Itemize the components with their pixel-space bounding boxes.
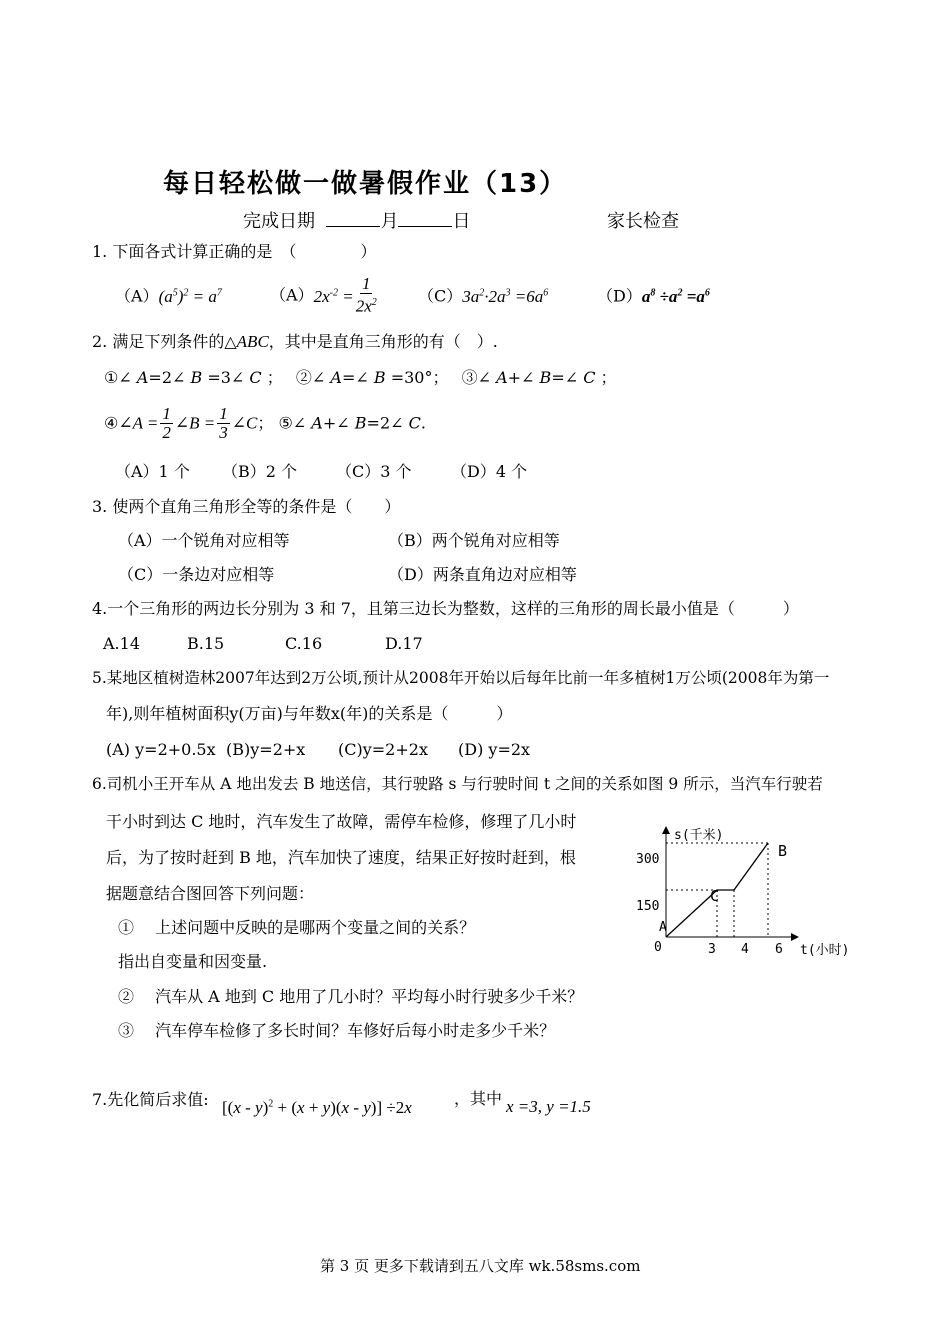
month-blank <box>326 212 380 227</box>
q2-c2-mark: ② <box>295 368 312 387</box>
q2-opt-d: （D）4 个 <box>451 462 528 481</box>
q2-stem <box>92 332 498 352</box>
q1-opt-d-formula: $a^8 \div a^2 =a^6$ <box>641 286 710 306</box>
q5-opt-c: (C)y=2+2x <box>338 740 428 759</box>
q1-options <box>115 283 222 307</box>
q7-values: x =3, y =1.5 <box>506 1097 591 1116</box>
q1-opt-a2-label: （A） <box>270 285 314 305</box>
q6-sub1: ① 上述问题中反映的是哪两个变量之间的关系？ <box>118 918 476 937</box>
month-label: 月 <box>380 211 399 232</box>
q2-opt-a: （A）1 个 <box>115 462 190 481</box>
q2-opt-c: （C）3 个 <box>336 462 412 481</box>
q2-stem-pre: 2. 满足下列条件的△ <box>92 332 237 351</box>
q2-c4-mark: ④ <box>104 413 119 433</box>
q1-opt-c-formula: $3a^2\cdot 2a^3 =6a^6$ <box>462 286 549 306</box>
q1-opt-a2 <box>270 275 379 316</box>
q6-line4: 据题意结合图回答下列问题： <box>106 884 315 903</box>
parent-check: 家长检查 <box>607 211 679 232</box>
q6-sub1b: 指出自变量和因变量. <box>118 952 268 971</box>
q2-c2: ∠ A=∠ B =30°； <box>311 368 457 387</box>
q3-opt-b: （B）两个锐角对应相等 <box>388 531 560 550</box>
q4-stem: 4.一个三角形的两边长分别为 3 和 7，且第三边长为整数，这样的三角形的周长最小值是（ ） <box>92 599 799 618</box>
point-b-label: B <box>778 842 788 860</box>
q1-opt-c-label: （C） <box>418 286 463 306</box>
day-label: 日 <box>452 211 471 232</box>
q2-c4-frac2: $\frac{1}{3}$ <box>219 404 228 442</box>
q2-c3-mark: ③ <box>461 368 478 387</box>
q6-line2: 干小时到达 C 地时，汽车发生了故障，需停车检修，修理了几小时 <box>106 812 577 831</box>
x-tick-3: 3 <box>708 942 716 957</box>
q1-opt-d <box>597 283 710 307</box>
q6-line3: 后，为了按时赶到 B 地，汽车加快了速度，结果正好按时赶到，根 <box>106 848 576 867</box>
q2-opt-b: （B）2 个 <box>222 462 298 481</box>
q2-c4-frac1: $\frac{1}{2}$ <box>162 404 171 442</box>
q3-opt-c: （C）一条边对应相等 <box>118 565 275 584</box>
q2-stem-post: ，其中是直角三角形的有（ ）. <box>268 332 498 351</box>
q7-expression: [(x - y)$^2$ + (x + y)(x - y)] ÷2x <box>222 1098 412 1117</box>
q1-opt-a1-formula: $(a^5)^2 = a^7$ <box>158 286 222 306</box>
q1-opt-c <box>418 283 548 307</box>
q6-sub2: ② 汽车从 A 地到 C 地用了几小时？平均每小时行驶多少千米？ <box>118 987 584 1006</box>
q3-opt-a: （A）一个锐角对应相等 <box>118 531 290 550</box>
q7-stem: 7.先化简后求值: <box>92 1090 209 1109</box>
distance-time-graph <box>630 815 870 965</box>
q2-c1-mark: ① <box>104 368 119 387</box>
date-line <box>243 207 470 233</box>
q1-opt-a2-fraction: $\frac{1}{2x^2}$ <box>355 274 377 316</box>
y-tick-150: 150 <box>636 899 660 914</box>
page-title: 每日轻松做一做暑假作业（13） <box>163 169 568 199</box>
q6-sub3: ③ 汽车停车检修了多长时间？车修好后每小时走多少千米？ <box>118 1021 556 1040</box>
y-tick-300: 300 <box>636 852 660 867</box>
q4-opt-d: D.17 <box>385 634 423 653</box>
page-footer: 第 3 页 更多下载请到五八文库 wk.58sms.com <box>320 1257 641 1275</box>
q1-opt-a1-label: （A） <box>115 286 159 306</box>
q1-stem: 1. 下面各式计算正确的是 （ ） <box>92 242 377 261</box>
date-label: 完成日期 <box>243 211 315 232</box>
q5-line2: 年),则年植树面积y(万亩)与年数x(年)的关系是（ ） <box>106 704 513 723</box>
q1-opt-a2-formula: $2x^{-2}$ = <box>313 287 354 307</box>
q2-c5: ∠ A+∠ B=2∠ C. <box>292 413 426 433</box>
x-tick-4: 4 <box>741 942 749 957</box>
x-tick-6: 6 <box>775 942 783 957</box>
q2-conditions-row2: ④∠A = $\frac{1}{2}$ ∠B = $\frac{1}{3}$ ∠C； ⑤∠ A+∠ B=2∠ C. <box>104 404 426 442</box>
q4-opt-c: C.16 <box>285 634 323 653</box>
q5-line1: 5.某地区植树造林2007年达到2万公顷,预计从2008年开始以后每年比前一年多植树1万公顷(2008年为第一 <box>92 669 830 687</box>
q1-opt-d-label: （D） <box>597 286 642 306</box>
point-c-label: C <box>710 887 720 905</box>
q4-opt-b: B.15 <box>187 634 225 653</box>
q2-c5-mark: ⑤ <box>278 413 293 433</box>
x-axis-label: t(小时) <box>800 943 850 958</box>
q2-c3: ∠ A+∠ B=∠ C ； <box>477 368 617 387</box>
origin-label: 0 <box>654 940 662 955</box>
q3-opt-d: （D）两条直角边对应相等 <box>388 565 577 584</box>
day-blank <box>398 212 452 227</box>
q7-where: ，其中 <box>454 1089 503 1108</box>
q2-c1: ∠ A=2∠ B =3∠ C ； <box>118 368 291 387</box>
point-a-label: A <box>659 920 667 935</box>
q5-opt-b: (B)y=2+x <box>226 740 306 759</box>
q2-c4: ∠A = <box>118 413 159 433</box>
q5-opt-a: (A) y=2+0.5x <box>106 740 216 759</box>
q2-stem-abc: ABC <box>236 332 269 351</box>
q3-stem: 3. 使两个直角三角形全等的条件是（ ） <box>92 497 401 516</box>
q6-line1: 6.司机小王开车从 A 地出发去 B 地送信，其行驶路 s 与行驶时间 t 之间的关系如图 9 所示，当汽车行驶若 <box>92 775 823 793</box>
series-segment <box>734 843 768 890</box>
q4-opt-a: A.14 <box>103 634 140 653</box>
q5-opt-d: (D) y=2x <box>458 740 531 759</box>
q2-conditions-row1 <box>104 368 617 388</box>
y-axis-label: s(千米) <box>674 828 724 843</box>
